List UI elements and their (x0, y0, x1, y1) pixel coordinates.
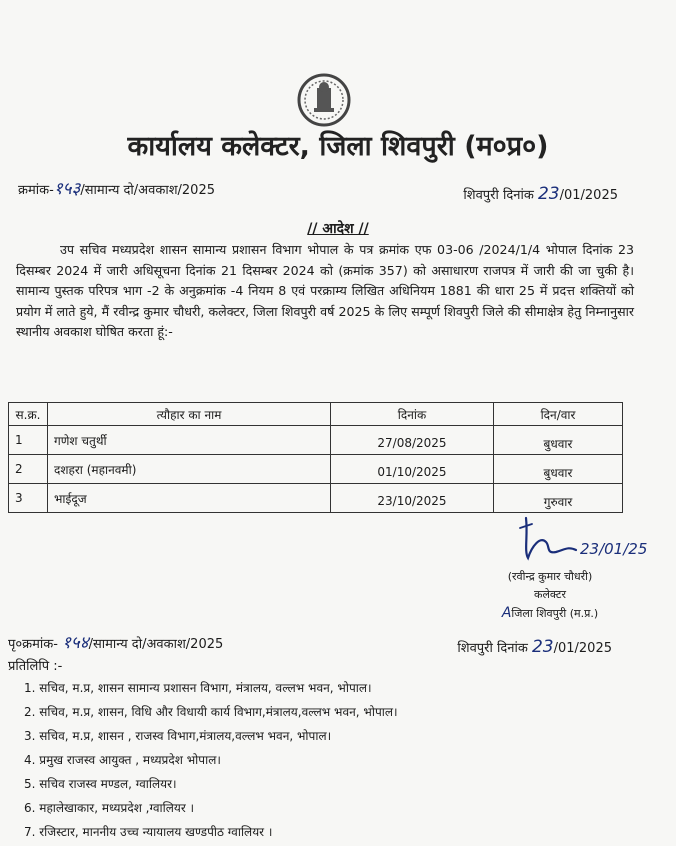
handwritten-ref-number: १५३ (53, 179, 81, 199)
list-item: 6. महालेखाकार, मध्यप्रदेश ,ग्वालियर । (24, 801, 195, 815)
table-cell: गुरुवार (494, 484, 623, 513)
state-emblem-icon (294, 72, 354, 128)
table-row (9, 426, 623, 455)
table-cell: 01/10/2025 (331, 455, 494, 484)
table-cell: 2 (9, 455, 48, 484)
handwritten-date-day: 23 (537, 184, 560, 204)
signatory-district: Aजिला शिवपुरी (म.प्र.) (501, 605, 599, 621)
signatory-designation: कलेक्टर (534, 588, 566, 601)
table-cell: 1 (9, 426, 48, 455)
holiday-table (8, 402, 623, 513)
order-body: उप सचिव मध्यप्रदेश शासन सामान्य प्रशासन विभाग भोपाल के पत्र क्रमांक एफ 03-06 /2024/1/4 भोपाल दिनांक 23 दिसम्बर 2024 में जारी अधिसूचना दिनांक 21 दिसम्बर 2024 को (क्रमांक 357) को असाधारण राजपत्र में जारी की जा चुकी है। सामान्य पुस्तक परिपत्र भाग -2 के अनुक्रमांक -4 नियम 8 एवं परक्राम्य लिखित अधिनियम 1881 की धारा 25 में प्रदत्त शक्तियों को प्रयोग में लाते हुये, मैं रवीन्द्र कुमार चौधरी, कलेक्टर, जिला शिवपुरी वर्ष 2025 के लिए सम्पूर्ण शिवपुरी जिले की सीमाक्षेत्र हेतु निम्नानुसार स्थानीय अवकाश घोषित करता हूं:- (16, 242, 634, 339)
handwritten-endorsement-number: १५४ (62, 633, 89, 653)
list-item: 3. सचिव, म.प्र, शासन , राजस्व विभाग,मंत्रालय,वल्लभ भवन, भोपाल। (24, 729, 332, 743)
table-header-row (9, 403, 623, 426)
list-item: 5. सचिव राजस्व मण्डल, ग्वालियर। (24, 777, 177, 791)
table-cell: 23/10/2025 (331, 484, 494, 513)
table-cell: दशहरा (महानवमी) (48, 455, 331, 484)
signatory-name: (रवीन्द्र कुमार चौधरी) (507, 570, 593, 583)
list-item: 7. रजिस्टार, माननीय उच्च न्यायालय खण्डपीठ ग्वालियर । (24, 825, 273, 839)
list-item: 2. सचिव, म.प्र, शासन, विधि और विधायी कार्य विभाग,मंत्रालय,वल्लभ भवन, भोपाल। (24, 705, 398, 719)
column-header-sno: स.क्र. (9, 403, 48, 426)
endorsement-reference: पृ०क्रमांक- १५४/सामान्य दो/अवकाश/2025 (8, 633, 224, 653)
list-item: 1. सचिव, म.प्र, शासन सामान्य प्रशासन विभाग, मंत्रालय, वल्लभ भवन, भोपाल। (24, 681, 372, 695)
office-title: कार्यालय कलेक्टर, जिला शिवपुरी (म०प्र०) (127, 131, 549, 162)
order-date: शिवपुरी दिनांक 23/01/2025 (463, 184, 618, 204)
table-cell: भाईदूज (48, 484, 331, 513)
copy-to-list (24, 678, 398, 846)
signature-date: 23/01/25 (580, 540, 648, 558)
order-reference: क्रमांक-१५३/सामान्य दो/अवकाश/2025 (18, 179, 215, 199)
table-cell: गणेश चतुर्थी (48, 426, 331, 455)
table-cell: बुधवार (494, 426, 623, 455)
initial-mark: A (501, 605, 512, 621)
copy-to-label: प्रतिलिपि :- (8, 659, 63, 674)
handwritten-endorsement-day: 23 (531, 637, 554, 657)
column-header-festival: त्यौहार का नाम (48, 403, 331, 426)
table-cell: 3 (9, 484, 48, 513)
list-item: 4. प्रमुख राजस्व आयुक्त , मध्यप्रदेश भोपाल। (24, 753, 221, 767)
order-heading: // आदेश // (307, 221, 369, 237)
table-cell: बुधवार (494, 455, 623, 484)
signatory-block (450, 568, 650, 623)
column-header-date: दिनांक (331, 403, 494, 426)
table-row (9, 455, 623, 484)
column-header-day: दिन/वार (494, 403, 623, 426)
endorsement-date: शिवपुरी दिनांक 23/01/2025 (457, 637, 612, 657)
table-cell: 27/08/2025 (331, 426, 494, 455)
